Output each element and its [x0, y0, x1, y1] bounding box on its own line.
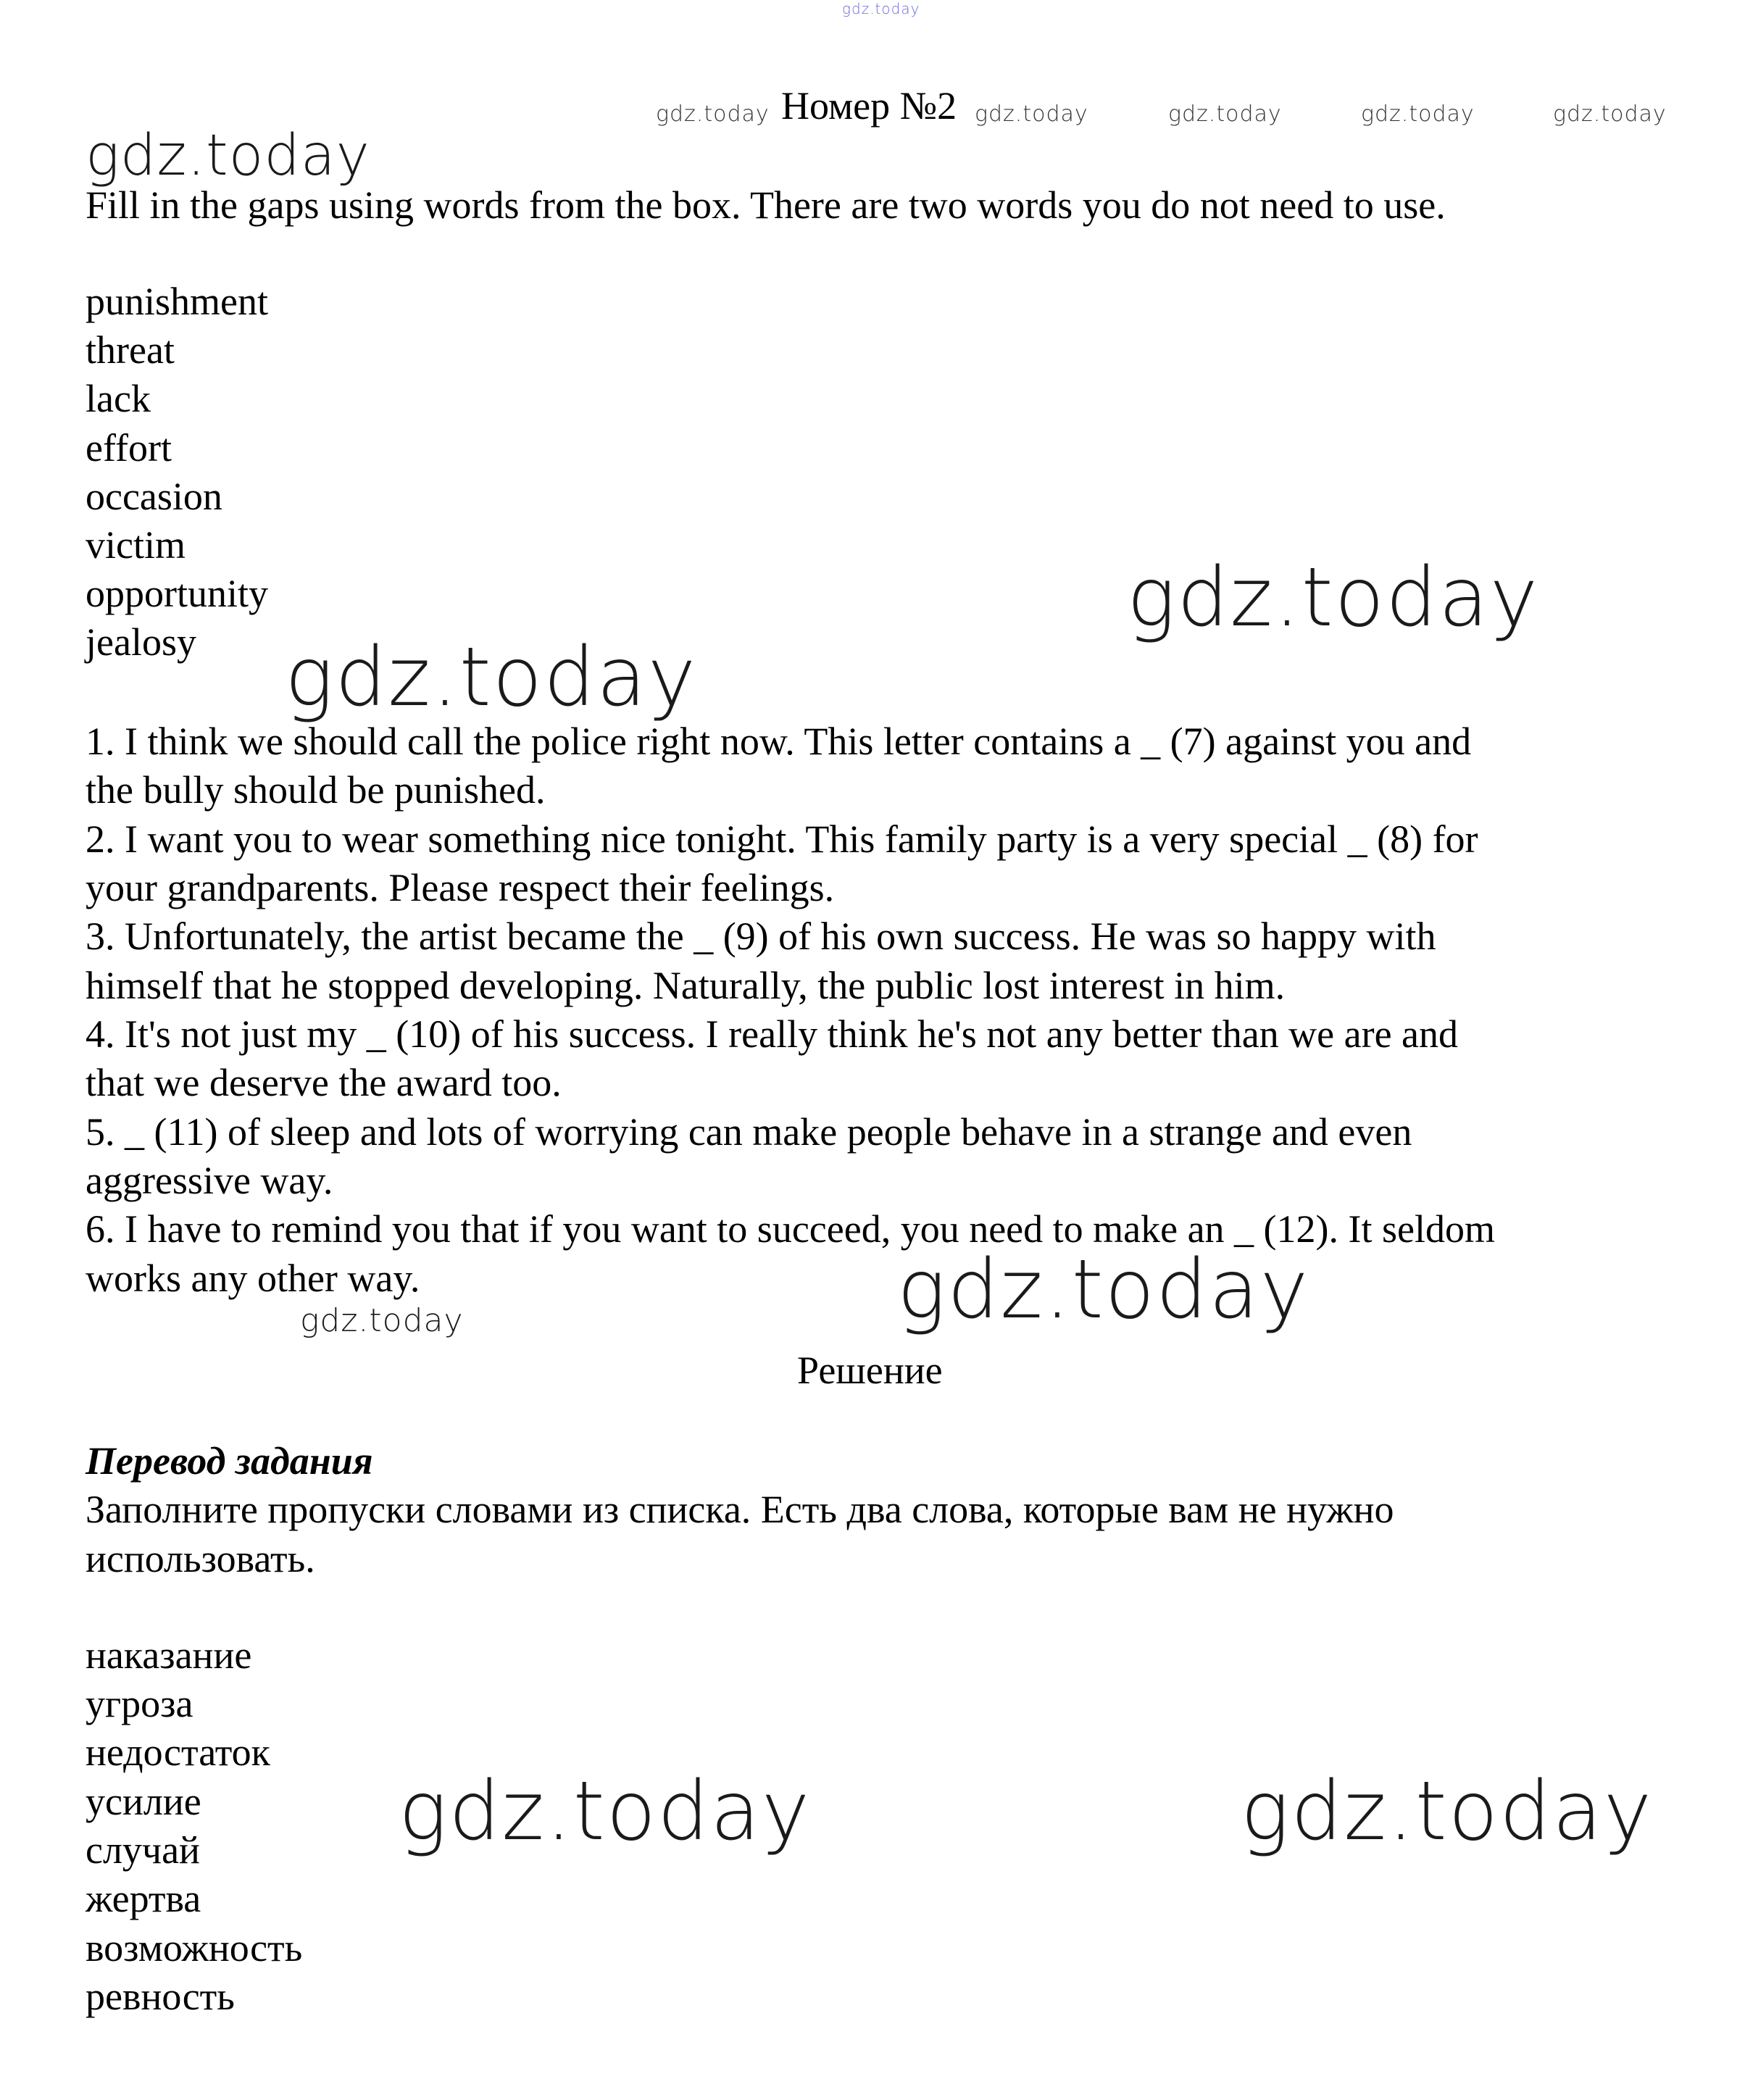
watermark: gdz.today — [897, 1243, 1310, 1337]
word-item: opportunity — [86, 572, 268, 615]
watermark: gdz.today — [300, 1302, 464, 1339]
translated-word-item: усилие — [86, 1780, 201, 1823]
watermark: gdz.today — [1127, 551, 1540, 645]
translation-text: Заполните пропуски словами из списка. Есть два слова, которые вам не нужно — [86, 1488, 1394, 1531]
translated-word-item: угроза — [86, 1682, 193, 1725]
word-item: threat — [86, 328, 175, 372]
instruction-text: Fill in the gaps using words from the box. There are two words you do not need to use. — [86, 183, 1446, 227]
word-item: occasion — [86, 475, 222, 518]
translation-text: использовать. — [86, 1537, 315, 1580]
translation-heading: Перевод задания — [86, 1439, 373, 1483]
sentence-line: himself that he stopped developing. Naturally, the public lost interest in him. — [86, 964, 1286, 1007]
sentence-line: 4. It's not just my _ (10) of his success. I really think he's not any better than we are and — [86, 1012, 1459, 1056]
translated-word-item: наказание — [86, 1633, 252, 1677]
watermark: gdz.today — [285, 630, 698, 725]
translated-word-item: возможность — [86, 1926, 303, 1970]
sentence-line: the bully should be punished. — [86, 768, 546, 812]
watermark: gdz.today — [656, 101, 770, 127]
watermark: gdz.today — [1553, 101, 1667, 127]
sentence-line: your grandparents. Please respect their feelings. — [86, 866, 835, 909]
translated-word-item: случай — [86, 1828, 200, 1872]
sentence-line: 1. I think we should call the police right now. This letter contains a _ (7) against you and — [86, 720, 1472, 763]
word-item: punishment — [86, 280, 268, 323]
word-item: victim — [86, 523, 186, 567]
watermark: gdz.today — [975, 101, 1088, 127]
watermark-top: gdz.today — [842, 0, 920, 17]
sentence-line: aggressive way. — [86, 1159, 333, 1202]
translated-word-item: жертва — [86, 1877, 201, 1920]
watermark: gdz.today — [1241, 1764, 1654, 1859]
sentence-line: 5. _ (11) of sleep and lots of worrying can make people behave in a strange and even — [86, 1110, 1412, 1154]
sentence-line: works any other way. — [86, 1257, 420, 1300]
watermark: gdz.today — [86, 123, 370, 188]
word-item: jealosy — [86, 620, 196, 664]
word-item: effort — [86, 426, 172, 470]
sentence-line: that we deserve the award too. — [86, 1061, 562, 1104]
word-item: lack — [86, 377, 151, 420]
watermark: gdz.today — [1361, 101, 1475, 127]
solution-label: Решение — [797, 1349, 943, 1392]
watermark: gdz.today — [1168, 101, 1282, 127]
translated-word-item: ревность — [86, 1975, 235, 2018]
watermark: gdz.today — [399, 1764, 812, 1859]
translated-word-item: недостаток — [86, 1730, 270, 1774]
sentence-line: 3. Unfortunately, the artist became the _ (9) of his own success. He was so happy with — [86, 914, 1436, 958]
page-title: Номер №2 — [781, 84, 957, 128]
sentence-line: 2. I want you to wear something nice tonight. This family party is a very special _ (8) for — [86, 817, 1478, 861]
sentence-line: 6. I have to remind you that if you want to succeed, you need to make an _ (12). It seldom — [86, 1207, 1495, 1251]
